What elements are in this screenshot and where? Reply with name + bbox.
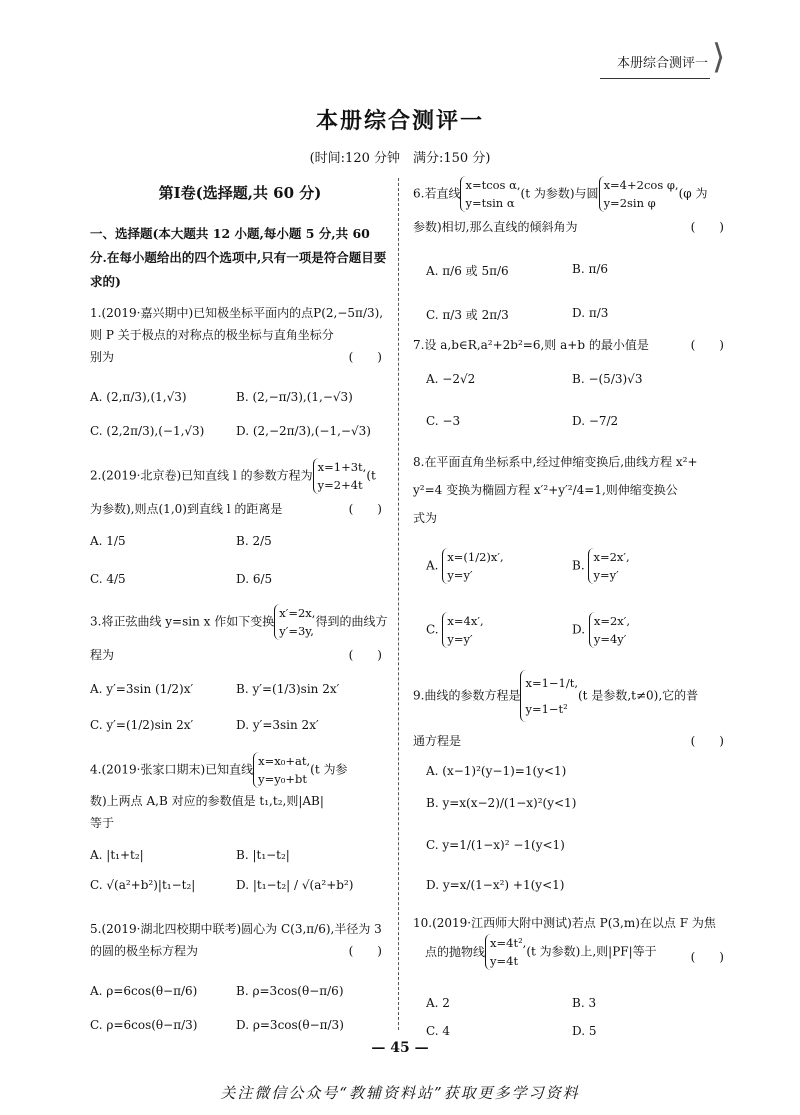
header-rule bbox=[600, 78, 710, 79]
q10-option-c[interactable]: C. 4 bbox=[426, 1024, 451, 1038]
q8-option-b[interactable]: B. x=2x′, y=y′ bbox=[572, 550, 630, 582]
q6-stem: 6.若直线 x=tcos α, y=tsin α (t 为参数)与圆 x=4+2cos φ, y=2sin φ (φ 为 参数)相切,那么直线的倾斜角为 ( ) bbox=[413, 178, 724, 234]
page-subtitle: (时间:120 分钟 满分:150 分) bbox=[309, 151, 491, 166]
q5-stem: 5.(2019·湖北四校期中联考)圆心为 C(3,π/6),半径为 3 的圆的极坐标方程为 ( ) bbox=[90, 922, 382, 958]
q5-option-d[interactable]: D. ρ=3cos(θ−π/3) bbox=[236, 1018, 344, 1032]
q8-stem: 8.在平面直角坐标系中,经过伸缩变换后,曲线方程 x²+ y²=4 变换为椭圆方程 x′²+y′²/4=1,则伸缩变换公 式为 bbox=[413, 455, 698, 525]
q4-option-d[interactable]: D. |t₁−t₂| / √(a²+b²) bbox=[236, 878, 354, 892]
q7-option-d[interactable]: D. −7/2 bbox=[572, 414, 619, 428]
q7-stem: 7.设 a,b∈R,a²+2b²=6,则 a+b 的最小值是 ( ) bbox=[413, 338, 724, 352]
q3-option-a[interactable]: A. y′=3sin (1/2)x′ bbox=[90, 682, 194, 696]
section-heading: 第Ⅰ卷(选择题,共 60 分) bbox=[158, 184, 322, 202]
q7-option-c[interactable]: C. −3 bbox=[426, 414, 461, 428]
q1-option-c[interactable]: C. (2,2π/3),(−1,√3) bbox=[90, 424, 205, 438]
column-divider bbox=[398, 178, 399, 1030]
q4-option-a[interactable]: A. |t₁+t₂| bbox=[90, 848, 144, 862]
q2-option-b[interactable]: B. 2/5 bbox=[236, 534, 272, 548]
q8-option-a[interactable]: A. x=(1/2)x′, y=y′ bbox=[426, 550, 504, 582]
q9-stem: 9.曲线的参数方程是 x=1−1/t, y=1−t² (t 是参数,t≠0),它的普 通方程是 ( ) bbox=[413, 670, 728, 752]
q3-stem: 3.将正弦曲线 y=sin x 作如下变换 x′=2x, y′=3y, 得到的曲线方 程为 ( ) bbox=[90, 606, 388, 662]
q3-option-d[interactable]: D. y′=3sin 2x′ bbox=[236, 718, 319, 732]
footer-note: 关注微信公众号“教辅资料站”获取更多学习资料 bbox=[220, 1084, 580, 1102]
q2-stem: 2.(2019·北京卷)已知直线 l 的参数方程为 x=1+3t, y=2+4t (t 为参数),则点(1,0)到直线 l 的距离是 ( ) bbox=[90, 460, 382, 516]
q10-option-a[interactable]: A. 2 bbox=[426, 996, 450, 1010]
q5-option-b[interactable]: B. ρ=3cos(θ−π/6) bbox=[236, 984, 344, 998]
q3-option-c[interactable]: C. y′=(1/2)sin 2x′ bbox=[90, 718, 194, 732]
q2-option-a[interactable]: A. 1/5 bbox=[90, 534, 126, 548]
q10-option-d[interactable]: D. 5 bbox=[572, 1024, 597, 1038]
q4-option-c[interactable]: C. √(a²+b²)|t₁−t₂| bbox=[90, 878, 196, 892]
q6-option-a[interactable]: A. π/6 或 5π/6 bbox=[426, 264, 509, 278]
q6-option-d[interactable]: D. π/3 bbox=[572, 306, 609, 320]
q4-stem: 4.(2019·张家口期末)已知直线 x=x₀+at, y=y₀+bt (t 为参 数)上两点 A,B 对应的参数值是 t₁,t₂,则|AB| 等于 bbox=[90, 754, 348, 830]
q6-option-c[interactable]: C. π/3 或 2π/3 bbox=[426, 308, 509, 322]
q1-option-d[interactable]: D. (2,−2π/3),(−1,−√3) bbox=[236, 424, 371, 438]
q9-option-a[interactable]: A. (x−1)²(y−1)=1(y<1) bbox=[426, 764, 567, 778]
q9-option-b[interactable]: B. y=x(x−2)/(1−x)²(y<1) bbox=[426, 796, 577, 810]
running-header: 本册综合测评一 bbox=[616, 56, 708, 71]
q1-option-b[interactable]: B. (2,−π/3),(1,−√3) bbox=[236, 390, 353, 404]
q7-option-a[interactable]: A. −2√2 bbox=[426, 372, 476, 386]
q2-option-d[interactable]: D. 6/5 bbox=[236, 572, 273, 586]
q10-stem: 10.(2019·江西师大附中测试)若点 P(3,m)在以点 F 为焦 点的抛物线 x=4t², y=4t (t 为参数)上,则|PF|等于 ( ) bbox=[413, 916, 724, 968]
q9-option-d[interactable]: D. y=x/(1−x²) +1(y<1) bbox=[426, 878, 565, 892]
q10-option-b[interactable]: B. 3 bbox=[572, 996, 597, 1010]
instructions: 一、选择题(本大题共 12 小题,每小题 5 分,共 60 分.在每小题给出的四个选项中,只有一项是符合题目要求的) bbox=[90, 226, 387, 289]
q5-option-c[interactable]: C. ρ=6cos(θ−π/3) bbox=[90, 1018, 198, 1032]
q2-option-c[interactable]: C. 4/5 bbox=[90, 572, 126, 586]
q5-option-a[interactable]: A. ρ=6cos(θ−π/6) bbox=[90, 984, 198, 998]
q8-option-d[interactable]: D. x=2x′, y=4y′ bbox=[572, 614, 631, 646]
q6-option-b[interactable]: B. π/6 bbox=[572, 262, 609, 276]
q1-stem: 1.(2019·嘉兴期中)已知极坐标平面内的点P(2,−5π/3), 则 P 关于极点的对称点的极坐标与直角坐标分 别为 ( ) bbox=[90, 306, 384, 364]
q3-option-b[interactable]: B. y′=(1/3)sin 2x′ bbox=[236, 682, 340, 696]
header-bracket-icon: ⟩ bbox=[712, 37, 726, 77]
q9-option-c[interactable]: C. y=1/(1−x)² −1(y<1) bbox=[426, 838, 565, 852]
q7-option-b[interactable]: B. −(5/3)√3 bbox=[572, 372, 643, 386]
q4-option-b[interactable]: B. |t₁−t₂| bbox=[236, 848, 290, 862]
q8-option-c[interactable]: C. x=4x′, y=y′ bbox=[426, 614, 484, 646]
page-title: 本册综合测评一 bbox=[315, 108, 484, 134]
page-number: — 45 — bbox=[371, 1040, 429, 1056]
q1-option-a[interactable]: A. (2,π/3),(1,√3) bbox=[90, 390, 187, 404]
